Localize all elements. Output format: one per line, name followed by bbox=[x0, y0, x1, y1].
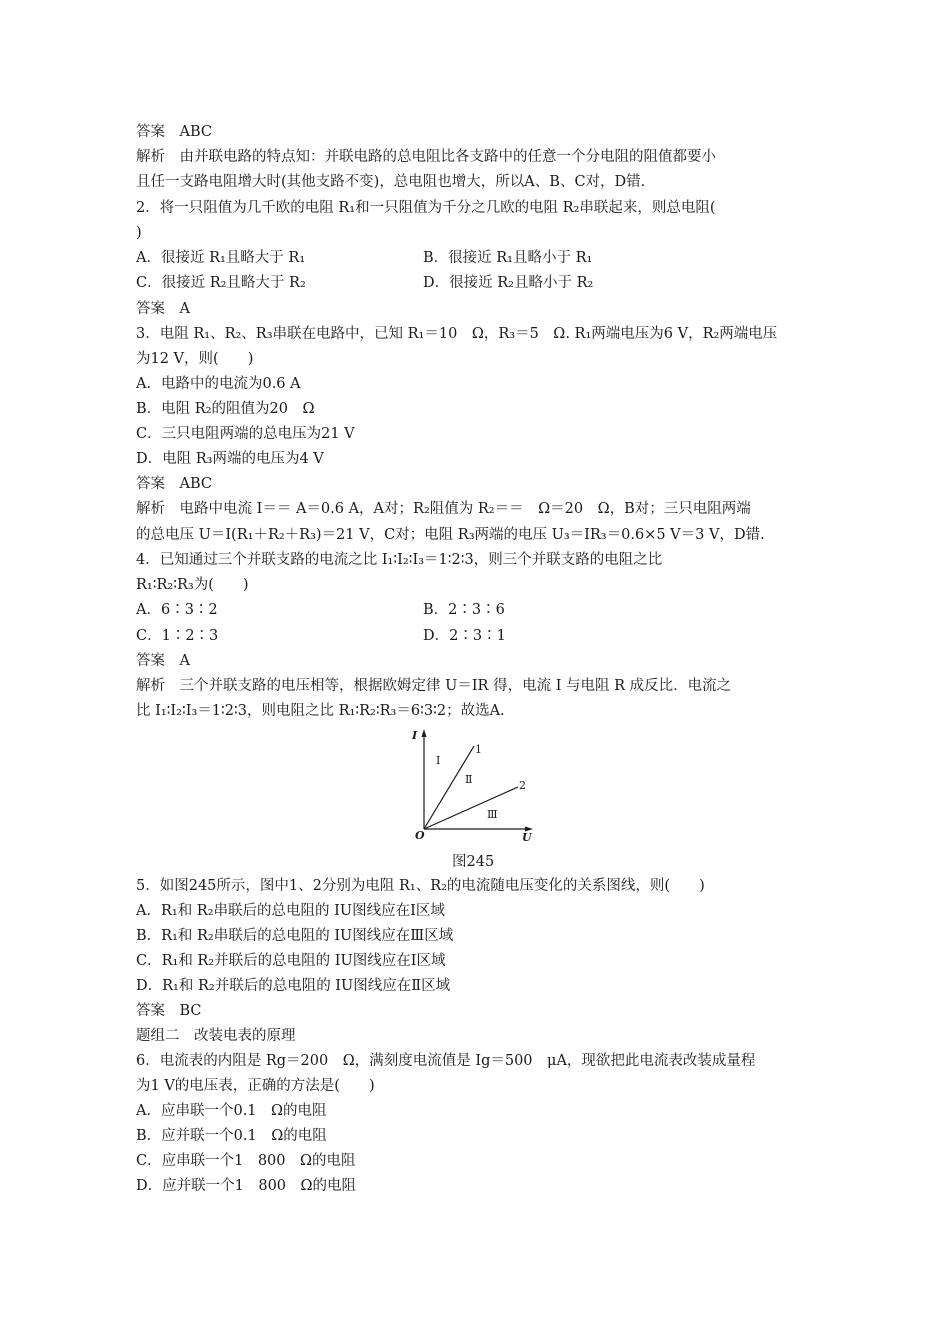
question-5-stem: 5．如图245所示，图中1、2分别为电阻 R₁、R₂的电流随电压变化的关系图线，则( ) bbox=[136, 878, 705, 894]
q2-option-a: A．很接近 R₁且略大于 R₁ bbox=[136, 250, 306, 266]
answer-q5: 答案 BC bbox=[136, 1003, 202, 1019]
question-6-stem-cont: 为1 V的电压表，正确的方法是( ) bbox=[136, 1078, 375, 1094]
q6-option-b: B．应并联一个0.1 Ω的电阻 bbox=[136, 1128, 327, 1144]
q3-option-a: A．电路中的电流为0.6 A bbox=[136, 376, 301, 392]
question-6-stem: 6．电流表的内阻是 Rg＝200 Ω，满刻度电流值是 Ig＝500 μA，现欲把此电流表改装成量程 bbox=[136, 1053, 756, 1069]
figure-caption: 图245 bbox=[452, 854, 495, 870]
q3-option-c: C．三只电阻两端的总电压为21 V bbox=[136, 426, 355, 442]
question-3-stem-cont: 为12 V，则( ) bbox=[136, 351, 254, 367]
line-1-label: 1 bbox=[475, 743, 482, 756]
q3-option-b: B．电阻 R₂的阻值为20 Ω bbox=[136, 401, 315, 417]
line-1 bbox=[424, 746, 474, 829]
q4-option-d: D．2∶3∶1 bbox=[423, 628, 506, 644]
q2-option-b: B．很接近 R₁且略小于 R₁ bbox=[423, 250, 593, 266]
question-2-stem: 2．将一只阻值为几千欧的电阻 R₁和一只阻值为千分之几欧的电阻 R₂串联起来，则总电阻( bbox=[136, 200, 716, 216]
q2-option-d: D．很接近 R₂且略小于 R₂ bbox=[423, 275, 594, 291]
line-2-label: 2 bbox=[519, 779, 526, 792]
question-4-stem: 4．已知通过三个并联支路的电流之比 I₁∶I₂∶I₃＝1∶2∶3，则三个并联支路的电阻之比 bbox=[136, 552, 663, 568]
region-1-label: Ⅰ bbox=[436, 754, 441, 767]
analysis-q1-line1: 解析 由并联电路的特点知：并联电路的总电阻比各支路中的任意一个分电阻的阻值都要小 bbox=[136, 149, 716, 165]
y-axis-arrow bbox=[422, 729, 427, 737]
q5-option-a: A．R₁和 R₂串联后的总电阻的 IU图线应在Ⅰ区域 bbox=[136, 903, 445, 919]
question-2-stem-cont: ) bbox=[136, 225, 142, 241]
answer-q4: 答案 A bbox=[136, 653, 190, 669]
axis-label-x: U bbox=[522, 831, 532, 844]
line-2 bbox=[424, 787, 518, 829]
iu-graph bbox=[412, 726, 542, 846]
q4-option-c: C．1∶2∶3 bbox=[136, 628, 219, 644]
answer-q3: 答案 ABC bbox=[136, 476, 212, 492]
iu-graph-figure bbox=[412, 726, 542, 846]
q5-option-d: D．R₁和 R₂并联后的总电阻的 IU图线应在Ⅱ区域 bbox=[136, 978, 451, 994]
q4-option-b: B．2∶3∶6 bbox=[423, 602, 505, 618]
analysis-q4-line2: 比 I₁∶I₂∶I₃＝1∶2∶3，则电阻之比 R₁∶R₂∶R₃＝6∶3∶2；故选A. bbox=[136, 703, 505, 719]
axis-label-y: I bbox=[412, 729, 418, 742]
q6-option-a: A．应串联一个0.1 Ω的电阻 bbox=[136, 1103, 327, 1119]
analysis-q4-line1: 解析 三个并联支路的电压相等，根据欧姆定律 U＝IR 得，电流 I 与电阻 R 成反比．电流之 bbox=[136, 678, 732, 694]
section-heading: 题组二 改装电表的原理 bbox=[136, 1028, 296, 1044]
q4-option-a: A．6∶3∶2 bbox=[136, 602, 218, 618]
q5-option-c: C．R₁和 R₂并联后的总电阻的 IU图线应在Ⅰ区域 bbox=[136, 953, 446, 969]
question-3-stem: 3．电阻 R₁、R₂、R₃串联在电路中，已知 R₁＝10 Ω，R₃＝5 Ω. R₁两端电压为6 V，R₂两端电压 bbox=[136, 326, 778, 342]
q2-option-c: C．很接近 R₂且略大于 R₂ bbox=[136, 275, 306, 291]
answer-q1: 答案 ABC bbox=[136, 124, 212, 140]
analysis-q3-line2: 的总电压 U＝I(R₁＋R₂＋R₃)＝21 V，C对；电阻 R₃两端的电压 U₃＝IR₃＝0.6×5 V＝3 V，D错. bbox=[136, 527, 765, 543]
answer-q2: 答案 A bbox=[136, 301, 190, 317]
q6-option-d: D．应并联一个1 800 Ω的电阻 bbox=[136, 1178, 357, 1194]
q6-option-c: C．应串联一个1 800 Ω的电阻 bbox=[136, 1153, 356, 1169]
origin-label: O bbox=[415, 829, 425, 842]
q3-option-d: D．电阻 R₃两端的电压为4 V bbox=[136, 451, 324, 467]
analysis-q3-line1: 解析 电路中电流 I＝＝ A＝0.6 A，A对；R₂阻值为 R₂＝＝ Ω＝20 Ω，B对；三只电阻两端 bbox=[136, 501, 751, 517]
region-3-label: Ⅲ bbox=[487, 808, 498, 821]
question-4-stem-cont: R₁∶R₂∶R₃为( ) bbox=[136, 577, 249, 593]
q5-option-b: B．R₁和 R₂串联后的总电阻的 IU图线应在Ⅲ区域 bbox=[136, 928, 454, 944]
analysis-q1-line2: 且任一支路电阻增大时(其他支路不变)，总电阻也增大，所以A、B、C对，D错. bbox=[136, 174, 646, 190]
region-2-label: Ⅱ bbox=[465, 773, 473, 786]
